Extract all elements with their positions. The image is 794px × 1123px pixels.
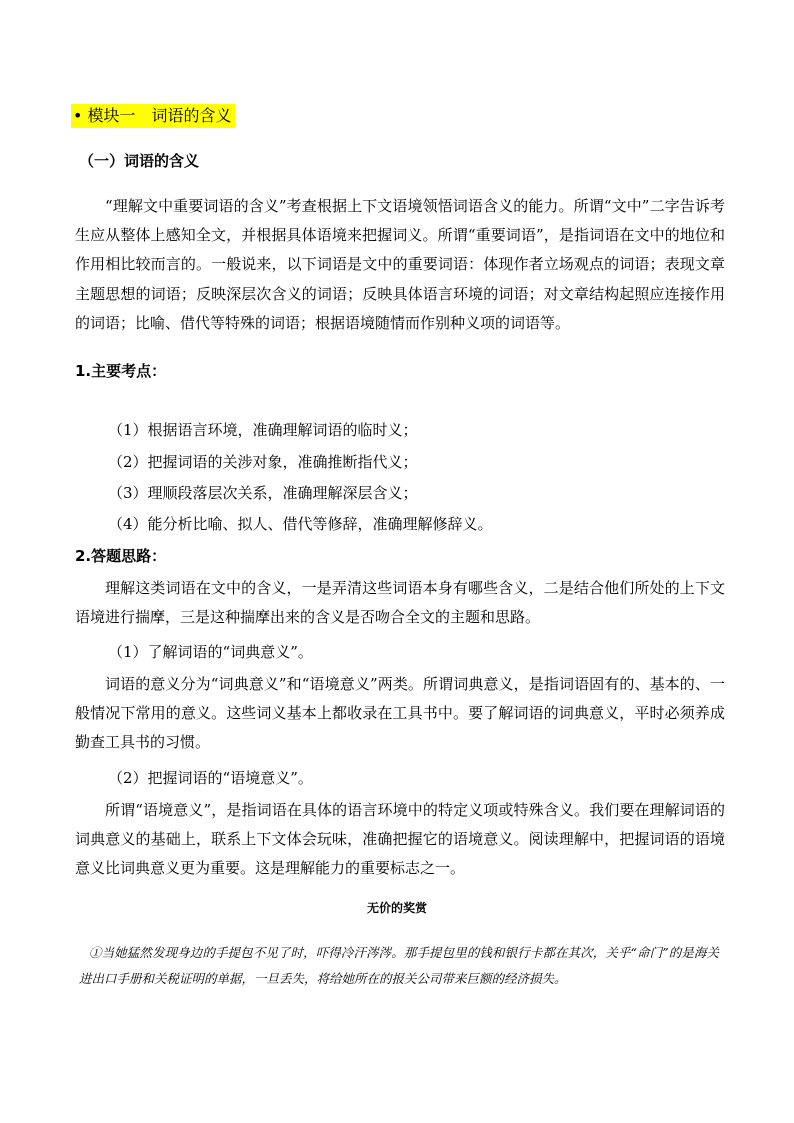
approach-paragraph: 理解这类词语在文中的含义，一是弄清这些词语本身有哪些含义，二是结合他们所处的上下文语境进行揣摩，三是这种揣摩出来的含义是否吻合全文的主题和思路。 — [75, 579, 725, 627]
module-label: 模块一 — [87, 106, 136, 125]
section-title: （一）词语的含义 — [79, 152, 200, 170]
module-heading — [71, 104, 235, 128]
key-point-item: （1）根据语言环境，准确理解词语的临时义； — [108, 421, 418, 439]
key-point-item: （4）能分析比喻、拟人、借代等修辞，准确理解修辞义。 — [108, 515, 493, 533]
approach-step-2-text: 所谓“语境意义”，是指词语在具体的语言环境中的特定义项或特殊含义。我们要在理解词语的词典意义的基础上，联系上下文体会玩味，准确把握它的语境意义。阅读理解中，把握词语的语境意义比词典意义更为重要。这是理解能力的重要标志之一。 — [75, 801, 725, 878]
approach-step-1-text: 词语的意义分为“词典意义”和“语境意义”两类。所谓词典意义，是指词语固有的、基本的、一般情况下常用的意义。这些词义基本上都收录在工具书中。要了解词语的词典意义，平时必须养成勤查工具书的习惯。 — [75, 675, 725, 752]
module-topic: 词语的含义 — [151, 106, 232, 125]
intro-paragraph: “理解文中重要词语的含义”考查根据上下文语境领悟词语含义的能力。所谓“文中”二字告诉考生应从整体上感知全文，并根据具体语境来把握词义。所谓“重要词语”，是指词语在文中的地位和作用相比较而言的。一般说来，以下词语是文中的重要词语：体现作者立场观点的词语；表现文章主题思想的词语；反映深层次含义的词语；反映具体语言环境的词语；对文章结构起照应连接作用的词语；比喻、借代等特殊的词语；根据语境随情而作别种义项的词语等。 — [75, 197, 725, 332]
key-points-heading: 1.主要考点： — [75, 362, 167, 380]
approach-step-2: （2）把握词语的“语境意义”。 — [108, 769, 313, 787]
approach-heading: 2.答题思路： — [75, 547, 167, 565]
key-point-item: （2）把握词语的关涉对象，准确推断指代义； — [108, 453, 418, 471]
key-point-item: （3）理顺段落层次关系，准确理解深层含义； — [108, 484, 418, 502]
story-title: 无价的奖赏 — [366, 901, 427, 915]
story-paragraph: ①当她猛然发现身边的手提包不见了时，吓得冷汗涔涔。那手提包里的钱和银行卡都在其次，关乎“命门”的是海关进出口手册和关税证明的单据，一旦丢失，将给她所在的报关公司带来巨额的经济损失。 — [79, 945, 719, 986]
approach-step-1: （1）了解词语的“词典意义”。 — [108, 643, 313, 661]
bullet-icon: • — [73, 106, 83, 125]
